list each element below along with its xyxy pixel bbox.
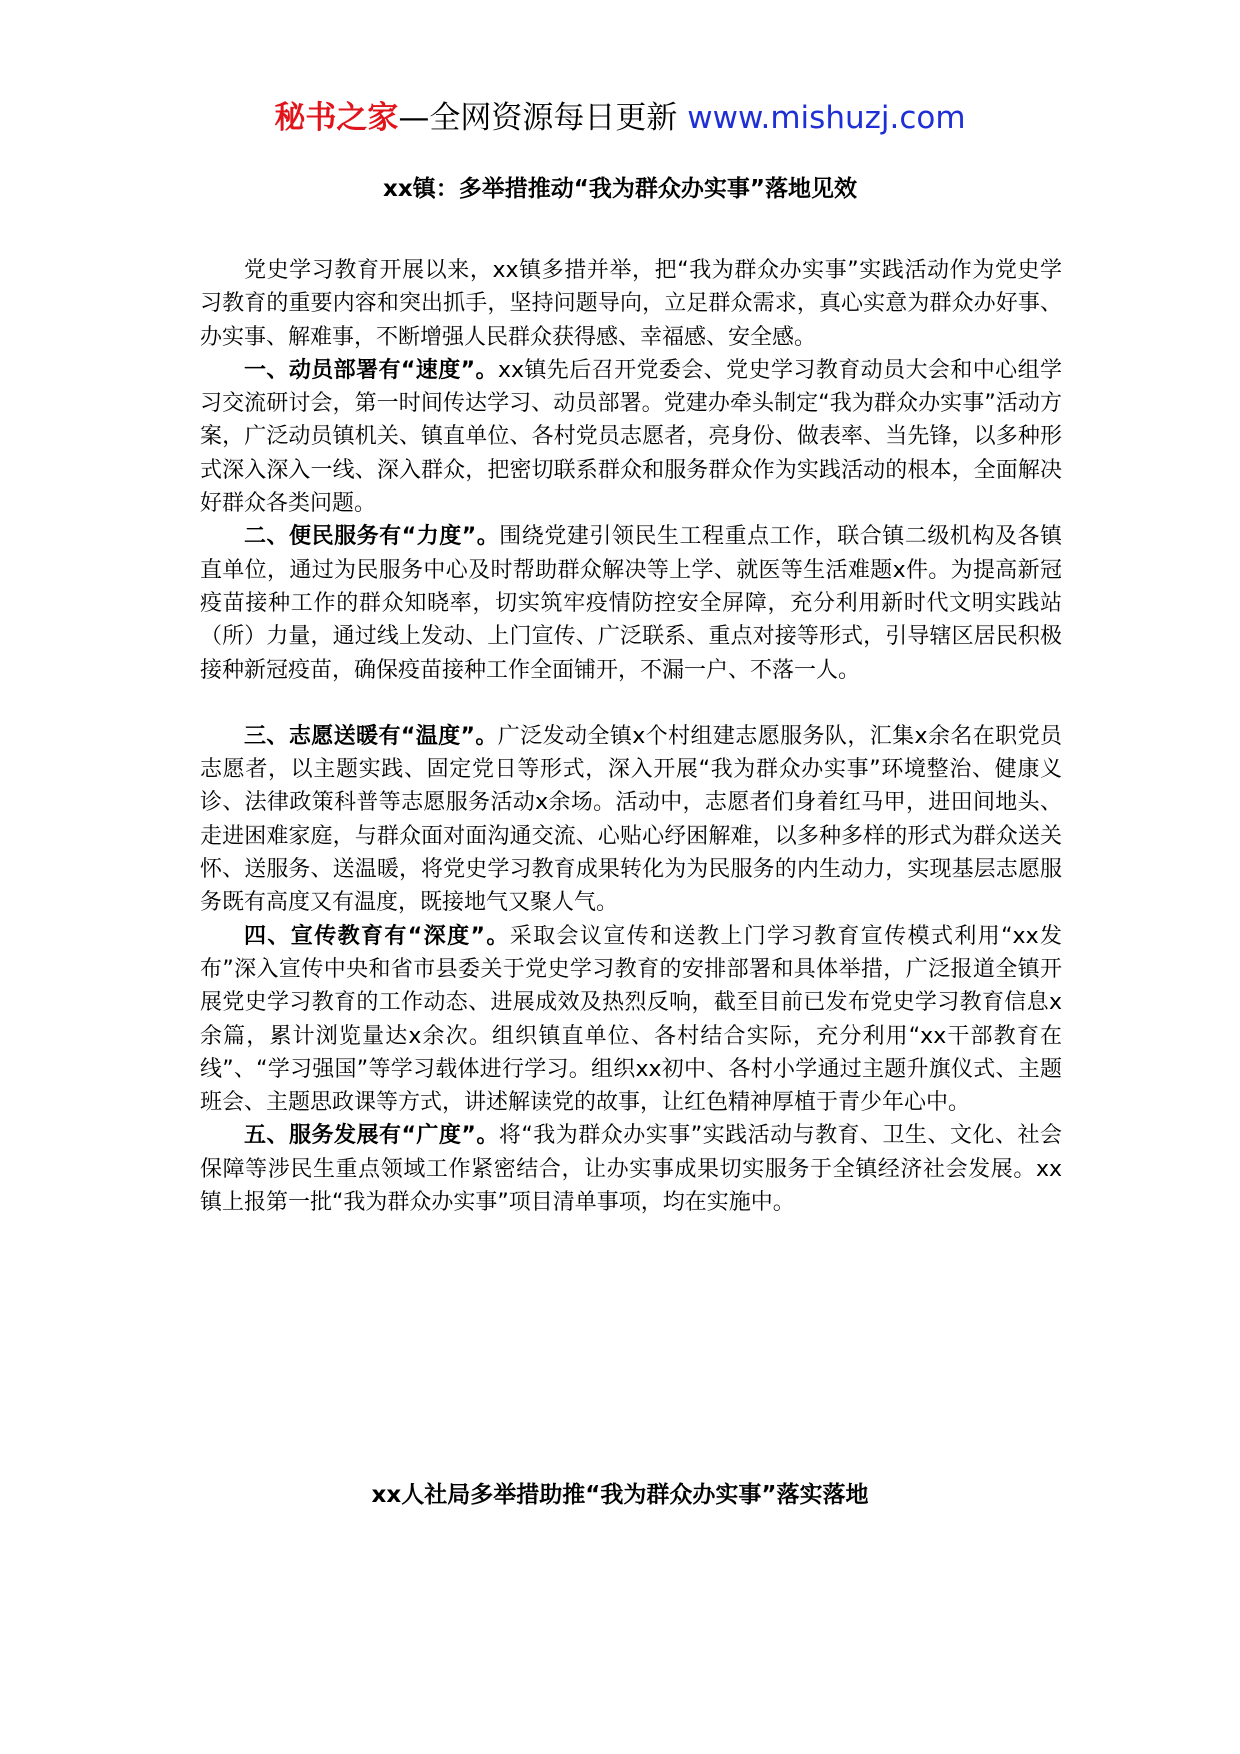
site-banner: [0, 98, 1240, 138]
section-paragraph-5: [200, 1119, 1062, 1219]
section-text: 将“我为群众办实事”实践活动与教育、卫生、文化、社会保障等涉民生重点领域工作紧密结合，让办实事成果切实服务于全镇经济社会发展。xx镇上报第一批“我为群众办实事”项目清单事项，均在实施中。: [200, 1123, 1063, 1216]
section-text: 围绕党建引领民生工程重点工作，联合镇二级机构及各镇直单位，通过为民服务中心及时帮助群众解决等上学、就医等生活难题x件。为提高新冠疫苗接种工作的群众知晓率，切实筑牢疫情防控安全屏障，充分利用新时代文明实践站（所）力量，通过线上发动、上门宣传、广泛联系、重点对接等形式，引导辖区居民积极接种新冠疫苗，确保疫苗接种工作全面铺开，不漏一户、不落一人。: [200, 524, 1062, 683]
section-paragraph-1: [200, 354, 1062, 520]
next-article-title: xx人社局多举措助推“我为群众办实事”落实落地: [371, 1482, 869, 1508]
section-paragraph-2: [200, 520, 1062, 686]
site-url[interactable]: www.mishuzj.com: [687, 100, 966, 136]
section-heading: 四、宣传教育有“深度”。: [244, 923, 510, 949]
section-heading: 三、志愿送暖有“温度”。: [244, 723, 498, 749]
section-text: 采取会议宣传和送教上门学习教育宣传模式利用“xx发布”深入宣传中央和省市县委关于党史学习教育的安排部署和具体举措，广泛报道全镇开展党史学习教育的工作动态、进展成效及热烈反响，截至目前已发布党史学习教育信息x余篇，累计浏览量达x余次。组织镇直单位、各村结合实际，充分利用“xx干部教育在线”、“学习强国”等学习载体进行学习。组织xx初中、各村小学通过主题升旗仪式、主题班会、主题思政课等方式，讲述解读党的故事，让红色精神厚植于青少年心中。: [200, 923, 1062, 1116]
banner-tagline: —全网资源每日更新: [398, 100, 678, 136]
section-text: 广泛发动全镇x个村组建志愿服务队，汇集x余名在职党员志愿者，以主题实践、固定党日等形式，深入开展“我为群众办实事”环境整治、健康义诊、法律政策科普等志愿服务活动x余场。活动中，志愿者们身着红马甲，进田间地头、走进困难家庭，与群众面对面沟通交流、心贴心纾困解难，以多种多样的形式为群众送关怀、送服务、送温暖，将党史学习教育成果转化为为民服务的内生动力，实现基层志愿服务既有高度又有温度，既接地气又聚人气。: [200, 723, 1062, 916]
section-heading: 二、便民服务有“力度”。: [244, 524, 500, 550]
intro-paragraph: 党史学习教育开展以来，xx镇多措并举，把“我为群众办实事”实践活动作为党史学习教育的重要内容和突出抓手，坚持问题导向，立足群众需求，真心实意为群众办好事、办实事、解难事，不断增强人民群众获得感、幸福感、安全感。: [200, 258, 1062, 350]
section-heading: 一、动员部署有“速度”。: [244, 357, 498, 383]
section-heading: 五、服务发展有“广度”。: [244, 1123, 499, 1149]
brand-name: 秘书之家: [274, 100, 399, 136]
section-text: xx镇先后召开党委会、党史学习教育动员大会和中心组学习交流研讨会，第一时间传达学习、动员部署。党建办牵头制定“我为群众办实事”活动方案，广泛动员镇机关、镇直单位、各村党员志愿者，亮身份、做表率、当先锋，以多种形式深入深入一线、深入群众，把密切联系群众和服务群众作为实践活动的根本，全面解决好群众各类问题。: [200, 357, 1062, 517]
section-paragraph-4: [200, 920, 1062, 1120]
article-title: xx镇：多举措推动“我为群众办实事”落地见效: [383, 176, 857, 202]
article-body: [200, 254, 1062, 1219]
section-paragraph-3: [200, 720, 1062, 920]
